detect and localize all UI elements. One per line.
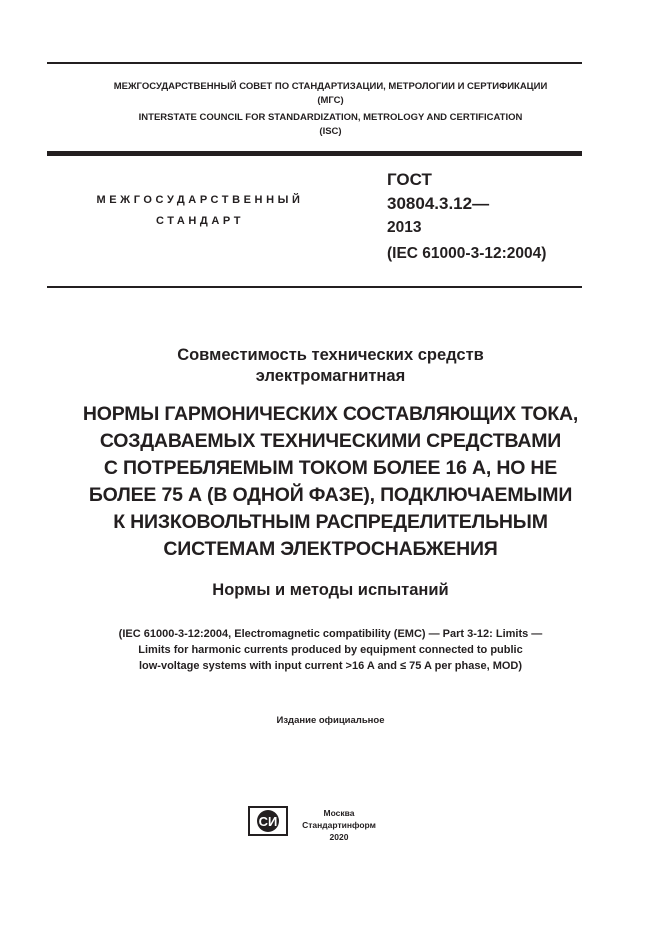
subtitle-line1: Совместимость технических средств [177,346,484,364]
publisher-city: Москва [323,808,355,818]
council-ru-line2: (МГС) [317,95,344,106]
methods-title: Нормы и методы испытаний [212,581,449,599]
main-title-line: СИСТЕМАМ ЭЛЕКТРОСНАБЖЕНИЯ [163,538,498,560]
council-en-line2: (ISC) [319,126,342,137]
main-title [0,401,661,563]
publisher-year: 2020 [329,832,349,842]
main-title-line: НОРМЫ ГАРМОНИЧЕСКИХ СОСТАВЛЯЮЩИХ ТОКА, [82,403,579,425]
gost-line3: 2013 [387,219,422,236]
standartinform-logo [248,806,288,836]
council-en-line1: INTERSTATE COUNCIL FOR STANDARDIZATION, METROLOGY AND CERTIFICATION [138,112,523,123]
main-title-line: К НИЗКОВОЛЬТНЫМ РАСПРЕДЕЛИТЕЛЬНЫМ [113,511,548,533]
council-header [0,80,661,139]
publisher-name: Стандартинформ [302,820,376,830]
main-title-line: С ПОТРЕБЛЯЕМЫМ ТОКОМ БОЛЕЕ 16 А, НО НЕ [103,457,558,479]
gost-line1: ГОСТ [387,170,432,189]
iec-reference [0,626,661,674]
main-title-line: БОЛЕЕ 75 А (В ОДНОЙ ФАЗЕ), ПОДКЛЮЧАЕМЫМИ [88,484,573,506]
iec-line3: low-voltage systems with input current >16 A and ≤ 75 A per phase, MOD) [138,660,523,672]
middle-rule [47,286,582,288]
subtitle [0,345,661,387]
top-rule [47,62,582,64]
gost-line4: (IEC 61000-3-12:2004) [387,245,547,262]
gost-line2: 30804.3.12— [387,194,490,213]
standard-label-line1: МЕЖГОСУДАРСТВЕННЫЙ [96,194,304,206]
main-title-line: СОЗДАВАЕМЫХ ТЕХНИЧЕСКИМИ СРЕДСТВАМИ [99,430,562,452]
standard-label-line2: СТАНДАРТ [155,215,245,227]
iec-line2: Limits for harmonic currents produced by equipment connected to public [138,644,523,656]
council-ru-line1: МЕЖГОСУДАРСТВЕННЫЙ СОВЕТ ПО СТАНДАРТИЗАЦИИ, МЕТРОЛОГИИ И СЕРТИФИКАЦИИ [113,81,548,92]
subtitle-line2: электромагнитная [255,367,406,385]
iec-line1: (IEC 61000-3-12:2004, Electromagnetic compatibility (EMC) — Part 3-12: Limits — [118,628,543,640]
interstate-standard-label [60,190,340,232]
thick-rule [47,151,582,156]
publisher-info [294,807,384,843]
gost-number [387,170,546,264]
logo-text: СИ [258,814,278,829]
official-edition: Издание официальное [276,715,385,726]
